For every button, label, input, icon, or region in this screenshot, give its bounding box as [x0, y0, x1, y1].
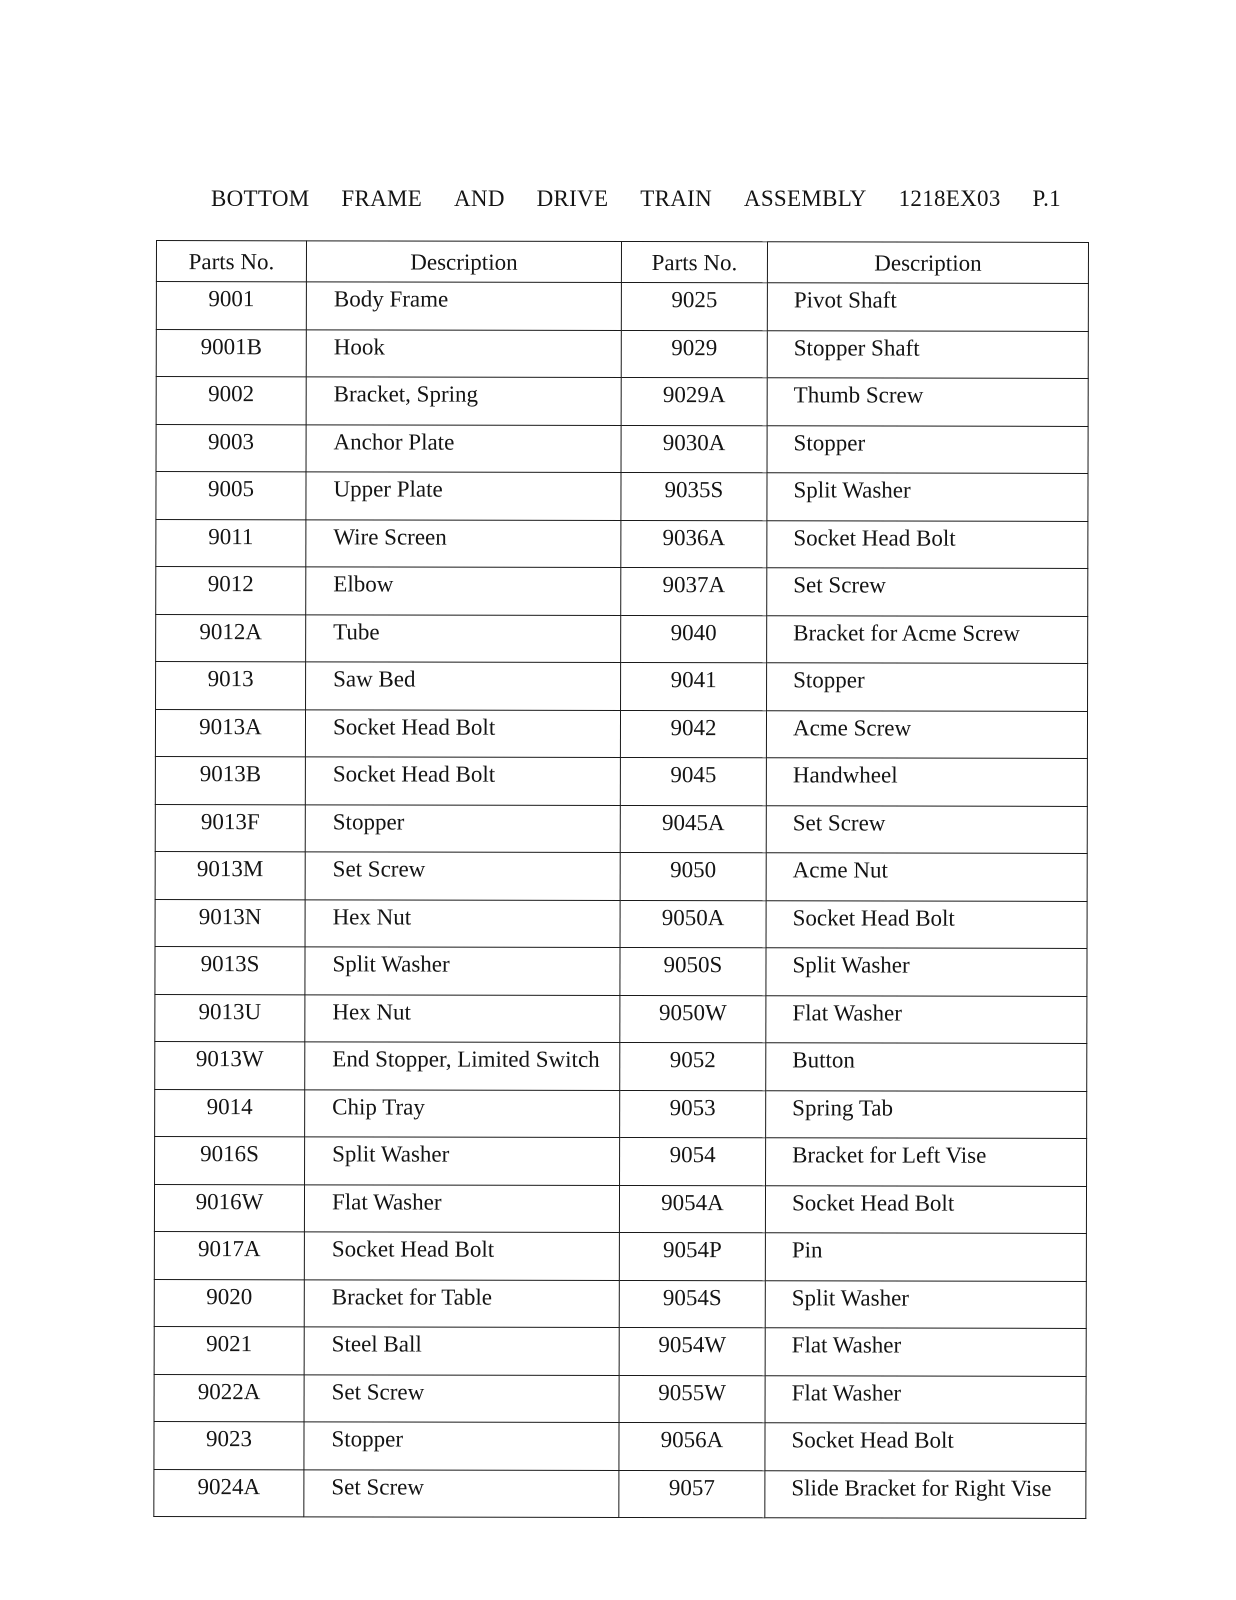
part-description-left: Socket Head Bolt — [304, 1232, 619, 1280]
part-description-right: Button — [766, 1043, 1087, 1091]
table-row — [156, 472, 1088, 521]
part-number-right: 9042 — [620, 710, 766, 758]
part-number-left: 9016W — [154, 1184, 304, 1232]
title-word: DRIVE — [536, 186, 609, 211]
table-row — [154, 1184, 1086, 1233]
part-number-left: 9013 — [156, 662, 306, 710]
part-description-right: Pin — [765, 1233, 1086, 1281]
part-description-right: Socket Head Bolt — [766, 900, 1087, 948]
title-word: FRAME — [341, 186, 423, 211]
part-description-left: Flat Washer — [304, 1184, 619, 1232]
part-description-right: Handwheel — [766, 758, 1087, 806]
part-description-right: Split Washer — [765, 1280, 1086, 1328]
header-description-right: Description — [767, 242, 1088, 284]
part-number-right: 9050 — [620, 852, 766, 900]
part-description-right: Bracket for Left Vise — [766, 1138, 1087, 1186]
table-row — [156, 377, 1088, 426]
part-number-right: 9054P — [619, 1232, 765, 1280]
table-row — [154, 1326, 1086, 1375]
part-number-right: 9050S — [620, 947, 766, 995]
table-row — [154, 1279, 1086, 1328]
part-number-left: 9013N — [155, 899, 305, 947]
table-row — [156, 662, 1088, 711]
part-description-left: Hex Nut — [305, 994, 620, 1042]
part-description-right: Socket Head Bolt — [765, 1185, 1086, 1233]
table-row — [155, 899, 1087, 948]
part-description-left: End Stopper, Limited Switch — [305, 1042, 620, 1090]
title-word: 1218EX03 — [898, 186, 1001, 211]
part-number-right: 9053 — [620, 1090, 766, 1138]
part-number-left: 9014 — [155, 1089, 305, 1137]
part-description-left: Anchor Plate — [306, 424, 621, 472]
part-description-left: Bracket for Table — [304, 1279, 619, 1327]
part-number-left: 9013S — [155, 946, 305, 994]
part-number-right: 9052 — [620, 1042, 766, 1090]
table-row — [155, 709, 1087, 758]
part-description-left: Split Washer — [305, 1137, 620, 1185]
part-description-right: Set Screw — [766, 805, 1087, 853]
part-description-right: Stopper — [767, 425, 1088, 473]
title-word: AND — [454, 186, 505, 211]
part-number-left: 9016S — [155, 1136, 305, 1184]
table-row — [154, 1469, 1086, 1518]
part-description-right: Acme Screw — [766, 710, 1087, 758]
part-description-left: Bracket, Spring — [306, 377, 621, 425]
table-row — [156, 614, 1088, 663]
part-description-left: Set Screw — [304, 1374, 619, 1422]
header-parts-no-left: Parts No. — [156, 241, 306, 282]
part-number-left: 9024A — [154, 1469, 304, 1517]
part-description-left: Hex Nut — [305, 899, 620, 947]
part-number-right: 9055W — [619, 1375, 765, 1423]
part-description-left: Socket Head Bolt — [305, 757, 620, 805]
table-row — [154, 1374, 1086, 1423]
table-row — [156, 519, 1088, 568]
table-row — [154, 1421, 1086, 1470]
part-description-left: Socket Head Bolt — [305, 709, 620, 757]
part-number-right: 9030A — [621, 425, 767, 473]
part-number-left: 9023 — [154, 1421, 304, 1469]
part-description-right: Flat Washer — [765, 1328, 1086, 1376]
part-description-left: Tube — [306, 614, 621, 662]
part-description-right: Flat Washer — [766, 995, 1087, 1043]
part-number-left: 9002 — [156, 377, 306, 425]
part-number-right: 9054 — [620, 1137, 766, 1185]
table-row — [155, 1089, 1087, 1138]
part-number-right: 9037A — [621, 567, 767, 615]
part-number-left: 9017A — [154, 1231, 304, 1279]
title-word: BOTTOM — [211, 186, 310, 211]
part-description-right: Socket Head Bolt — [765, 1423, 1086, 1471]
part-number-left: 9013B — [155, 756, 305, 804]
parts-table — [153, 240, 1089, 1519]
part-description-left: Stopper — [304, 1422, 619, 1470]
part-number-left: 9022A — [154, 1374, 304, 1422]
part-description-right: Stopper Shaft — [767, 330, 1088, 378]
part-description-left: Steel Ball — [304, 1327, 619, 1375]
part-number-right: 9040 — [621, 615, 767, 663]
part-number-right: 9054W — [619, 1327, 765, 1375]
table-row — [155, 804, 1087, 853]
part-description-right: Split Washer — [767, 473, 1088, 521]
part-description-right: Thumb Screw — [767, 378, 1088, 426]
table-row — [154, 1231, 1086, 1280]
part-number-left: 9013A — [155, 709, 305, 757]
part-number-right: 9054A — [619, 1185, 765, 1233]
part-description-left: Set Screw — [305, 852, 620, 900]
title-word: TRAIN — [640, 186, 713, 211]
part-number-left: 9003 — [156, 424, 306, 472]
header-parts-no-right: Parts No. — [621, 241, 767, 282]
part-description-left: Elbow — [306, 567, 621, 615]
part-number-left: 9021 — [154, 1326, 304, 1374]
part-description-right: Socket Head Bolt — [767, 520, 1088, 568]
part-description-left: Split Washer — [305, 947, 620, 995]
part-description-right: Set Screw — [767, 568, 1088, 616]
part-description-right: Bracket for Acme Screw — [767, 615, 1088, 663]
part-description-left: Hook — [306, 329, 621, 377]
part-description-right: Split Washer — [766, 948, 1087, 996]
part-description-right: Slide Bracket for Right Vise — [765, 1470, 1086, 1518]
title-word: P.1 — [1032, 186, 1061, 211]
part-number-right: 9050W — [620, 995, 766, 1043]
part-number-right: 9029 — [621, 330, 767, 378]
title-word: ASSEMBLY — [743, 186, 867, 211]
table-row — [156, 282, 1088, 331]
part-number-left: 9012A — [156, 614, 306, 662]
part-number-right: 9029A — [621, 377, 767, 425]
table-row — [156, 567, 1088, 616]
part-number-right: 9035S — [621, 472, 767, 520]
part-description-left: Wire Screen — [306, 519, 621, 567]
table-row — [156, 329, 1088, 378]
part-description-left: Upper Plate — [306, 472, 621, 520]
part-description-right: Flat Washer — [765, 1375, 1086, 1423]
part-description-right: Pivot Shaft — [767, 283, 1088, 331]
part-description-left: Stopper — [305, 804, 620, 852]
part-number-right: 9045A — [620, 805, 766, 853]
table-row — [155, 756, 1087, 805]
part-number-right: 9054S — [619, 1280, 765, 1328]
part-number-left: 9013M — [155, 851, 305, 899]
table-row — [155, 1136, 1087, 1185]
part-number-left: 9001 — [156, 282, 306, 330]
part-number-right: 9050A — [620, 900, 766, 948]
part-description-right: Spring Tab — [766, 1090, 1087, 1138]
table-row — [155, 1041, 1087, 1090]
part-number-right: 9057 — [619, 1470, 765, 1518]
part-number-left: 9020 — [154, 1279, 304, 1327]
part-description-left: Body Frame — [306, 282, 621, 330]
part-number-right: 9045 — [620, 757, 766, 805]
table-row — [155, 851, 1087, 900]
part-number-left: 9001B — [156, 329, 306, 377]
part-number-left: 9011 — [156, 519, 306, 567]
part-number-left: 9005 — [156, 472, 306, 520]
part-number-right: 9041 — [621, 662, 767, 710]
part-description-right: Acme Nut — [766, 853, 1087, 901]
part-number-left: 9013U — [155, 994, 305, 1042]
page-title — [211, 186, 1061, 212]
part-description-left: Set Screw — [304, 1469, 619, 1517]
part-number-left: 9013W — [155, 1041, 305, 1089]
part-description-left: Saw Bed — [306, 662, 621, 710]
table-row — [155, 994, 1087, 1043]
part-number-right: 9056A — [619, 1422, 765, 1470]
table-header-row — [156, 241, 1088, 284]
part-number-left: 9012 — [156, 567, 306, 615]
table-row — [155, 946, 1087, 995]
part-description-left: Chip Tray — [305, 1089, 620, 1137]
part-number-left: 9013F — [155, 804, 305, 852]
part-description-right: Stopper — [767, 663, 1088, 711]
part-number-right: 9025 — [621, 282, 767, 330]
table-row — [156, 424, 1088, 473]
header-description-left: Description — [306, 241, 621, 283]
part-number-right: 9036A — [621, 520, 767, 568]
